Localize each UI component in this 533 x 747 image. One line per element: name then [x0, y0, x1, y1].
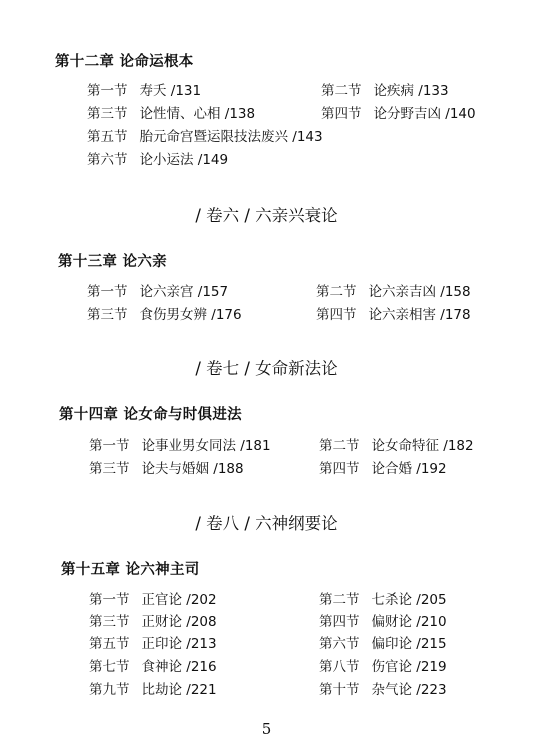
- section-label: 第十节: [319, 682, 360, 698]
- toc-entry-ch15-s9[interactable]: [89, 678, 217, 698]
- section-title: 正印论: [141, 636, 182, 652]
- toc-entry-ch13-s4[interactable]: [316, 303, 471, 323]
- section-page: /215: [416, 636, 447, 652]
- section-title: 论小运法: [139, 152, 194, 168]
- section-title: 偏印论: [371, 636, 412, 652]
- section-label: 第三节: [89, 461, 130, 477]
- toc-entry-ch15-s10[interactable]: [319, 678, 447, 698]
- section-page: /208: [186, 614, 217, 630]
- section-page: /219: [416, 659, 447, 675]
- section-title: 胎元命宫暨运限技法废兴: [139, 129, 288, 145]
- section-page: /213: [186, 636, 217, 652]
- chapter-15-title: 第十五章 论六神主司: [61, 562, 200, 578]
- section-page: /205: [416, 592, 447, 608]
- section-label: 第七节: [89, 659, 130, 675]
- section-title: 正官论: [141, 592, 182, 608]
- toc-entry-ch12-s1[interactable]: [87, 79, 201, 99]
- page-number: 5: [261, 720, 272, 738]
- section-title: 论六亲宫: [139, 284, 194, 300]
- section-title: 论六亲吉凶: [368, 284, 436, 300]
- section-title: 论女命特征: [371, 438, 439, 454]
- section-title: 论六亲相害: [368, 307, 436, 323]
- section-label: 第一节: [87, 284, 128, 300]
- section-title: 寿夭: [139, 83, 167, 99]
- volume-7-heading: / 卷七 / 女命新法论: [195, 359, 338, 378]
- section-title: 论事业男女同法: [141, 438, 236, 454]
- toc-entry-ch14-s4[interactable]: [319, 457, 447, 477]
- section-label: 第二节: [321, 83, 362, 99]
- toc-entry-ch13-s3[interactable]: [87, 303, 242, 323]
- section-page: /131: [170, 83, 202, 99]
- section-label: 第八节: [319, 659, 360, 675]
- section-title: 杂气论: [371, 682, 412, 698]
- section-page: /149: [197, 152, 229, 168]
- toc-entry-ch12-s3[interactable]: [87, 102, 255, 122]
- toc-entry-ch15-s5[interactable]: [89, 632, 217, 652]
- toc-entry-ch12-s4[interactable]: [321, 102, 476, 122]
- toc-entry-ch15-s7[interactable]: [89, 655, 217, 675]
- toc-entry-ch13-s2[interactable]: [316, 280, 471, 300]
- section-label: 第三节: [87, 307, 128, 323]
- toc-entry-ch15-s1[interactable]: [89, 588, 217, 608]
- toc-entry-ch14-s2[interactable]: [319, 434, 474, 454]
- section-page: /138: [224, 106, 256, 122]
- volume-8-heading: / 卷八 / 六神纲要论: [195, 514, 338, 533]
- section-title: 正财论: [141, 614, 182, 630]
- toc-entry-ch12-s2[interactable]: [321, 79, 449, 99]
- toc-entry-ch15-s3[interactable]: [89, 610, 217, 630]
- section-page: /143: [292, 129, 323, 145]
- section-label: 第五节: [89, 636, 130, 652]
- section-label: 第一节: [87, 83, 128, 99]
- section-title: 论疾病: [373, 83, 414, 99]
- toc-entry-ch14-s1[interactable]: [89, 434, 271, 454]
- section-page: /133: [418, 83, 449, 99]
- section-label: 第四节: [321, 106, 362, 122]
- volume-6-heading: / 卷六 / 六亲兴衰论: [195, 206, 338, 225]
- toc-entry-ch15-s2[interactable]: [319, 588, 447, 608]
- section-page: /202: [186, 592, 217, 608]
- toc-entry-ch15-s8[interactable]: [319, 655, 447, 675]
- section-page: /176: [211, 307, 242, 323]
- section-page: /181: [240, 438, 271, 454]
- section-page: /210: [416, 614, 447, 630]
- section-page: /178: [440, 307, 471, 323]
- section-page: /223: [416, 682, 447, 698]
- toc-entry-ch12-s5[interactable]: [87, 125, 323, 145]
- chapter-12-title: 第十二章 论命运根本: [55, 54, 194, 70]
- section-label: 第六节: [87, 152, 128, 168]
- section-title: 论性情、心相: [139, 106, 221, 122]
- section-label: 第三节: [89, 614, 130, 630]
- section-title: 偏财论: [371, 614, 412, 630]
- section-label: 第四节: [319, 614, 360, 630]
- section-page: /158: [440, 284, 471, 300]
- section-page: /192: [416, 461, 447, 477]
- toc-entry-ch13-s1[interactable]: [87, 280, 228, 300]
- toc-entry-ch12-s6[interactable]: [87, 148, 228, 168]
- section-label: 第四节: [319, 461, 360, 477]
- chapter-14-title: 第十四章 论女命与时俱进法: [59, 407, 242, 423]
- section-page: /140: [445, 106, 476, 122]
- section-label: 第二节: [319, 438, 360, 454]
- section-page: /188: [213, 461, 244, 477]
- section-label: 第五节: [87, 129, 128, 145]
- toc-entry-ch14-s3[interactable]: [89, 457, 244, 477]
- chapter-13-title: 第十三章 论六亲: [58, 254, 167, 270]
- section-label: 第二节: [316, 284, 357, 300]
- section-page: /182: [443, 438, 474, 454]
- section-title: 七杀论: [371, 592, 412, 608]
- section-title: 论合婚: [371, 461, 412, 477]
- section-title: 食神论: [141, 659, 182, 675]
- section-label: 第四节: [316, 307, 357, 323]
- section-page: /216: [186, 659, 217, 675]
- section-label: 第三节: [87, 106, 128, 122]
- section-title: 比劫论: [141, 682, 182, 698]
- section-page: /157: [197, 284, 229, 300]
- section-label: 第九节: [89, 682, 130, 698]
- section-title: 伤官论: [371, 659, 412, 675]
- section-label: 第二节: [319, 592, 360, 608]
- section-title: 食伤男女辨: [139, 307, 207, 323]
- section-label: 第一节: [89, 438, 130, 454]
- section-label: 第六节: [319, 636, 360, 652]
- section-title: 论分野吉凶: [373, 106, 441, 122]
- section-page: /221: [186, 682, 217, 698]
- toc-entry-ch15-s4[interactable]: [319, 610, 447, 630]
- toc-entry-ch15-s6[interactable]: [319, 632, 447, 652]
- section-title: 论夫与婚姻: [141, 461, 209, 477]
- section-label: 第一节: [89, 592, 130, 608]
